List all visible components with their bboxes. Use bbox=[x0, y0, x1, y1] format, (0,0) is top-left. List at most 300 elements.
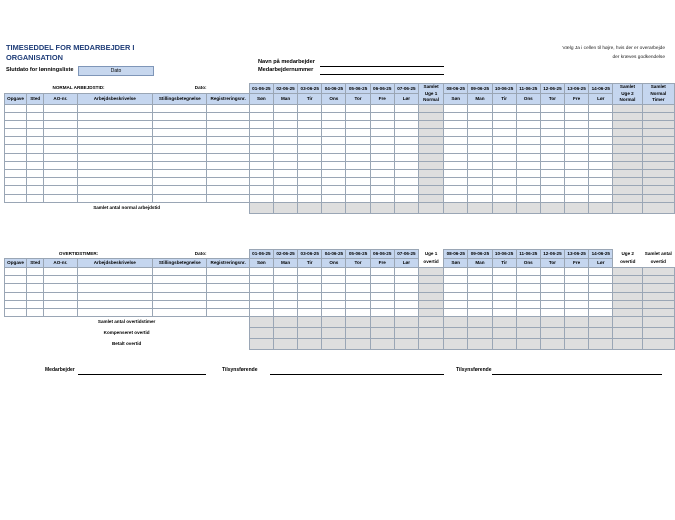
week1-hours-cell[interactable] bbox=[322, 194, 346, 202]
entry-cell[interactable] bbox=[77, 120, 153, 128]
week2-hours-cell[interactable] bbox=[516, 292, 540, 300]
week1-hours-cell[interactable] bbox=[273, 284, 297, 292]
week1-hours-cell[interactable] bbox=[370, 170, 394, 178]
entry-cell[interactable] bbox=[77, 145, 153, 153]
entry-cell[interactable] bbox=[27, 112, 44, 120]
week1-hours-cell[interactable] bbox=[346, 186, 370, 194]
entry-cell[interactable] bbox=[27, 145, 44, 153]
week2-hours-cell[interactable] bbox=[468, 186, 492, 194]
week1-hours-cell[interactable] bbox=[273, 178, 297, 186]
entry-cell[interactable] bbox=[153, 161, 207, 169]
week1-hours-cell[interactable] bbox=[394, 120, 418, 128]
week1-hours-cell[interactable] bbox=[346, 268, 370, 276]
week1-hours-cell[interactable] bbox=[298, 284, 322, 292]
entry-cell[interactable] bbox=[153, 145, 207, 153]
week1-hours-cell[interactable] bbox=[370, 292, 394, 300]
week1-hours-cell[interactable] bbox=[273, 292, 297, 300]
week1-hours-cell[interactable] bbox=[298, 129, 322, 137]
week2-hours-cell[interactable] bbox=[444, 268, 468, 276]
entry-cell[interactable] bbox=[5, 284, 27, 292]
week1-hours-cell[interactable] bbox=[322, 120, 346, 128]
week1-hours-cell[interactable] bbox=[346, 308, 370, 316]
week1-hours-cell[interactable] bbox=[298, 308, 322, 316]
week1-hours-cell[interactable] bbox=[346, 170, 370, 178]
week2-hours-cell[interactable] bbox=[540, 120, 564, 128]
week1-hours-cell[interactable] bbox=[249, 153, 273, 161]
week1-hours-cell[interactable] bbox=[394, 153, 418, 161]
entry-cell[interactable] bbox=[207, 104, 249, 112]
week2-hours-cell[interactable] bbox=[492, 137, 516, 145]
week2-hours-cell[interactable] bbox=[565, 153, 589, 161]
entry-cell[interactable] bbox=[207, 308, 249, 316]
week1-hours-cell[interactable] bbox=[322, 153, 346, 161]
week1-hours-cell[interactable] bbox=[273, 276, 297, 284]
entry-cell[interactable] bbox=[207, 153, 249, 161]
week2-hours-cell[interactable] bbox=[516, 268, 540, 276]
week2-hours-cell[interactable] bbox=[468, 145, 492, 153]
entry-cell[interactable] bbox=[27, 308, 44, 316]
week2-hours-cell[interactable] bbox=[589, 161, 613, 169]
week2-hours-cell[interactable] bbox=[516, 120, 540, 128]
week1-hours-cell[interactable] bbox=[298, 120, 322, 128]
week2-hours-cell[interactable] bbox=[492, 112, 516, 120]
week2-hours-cell[interactable] bbox=[468, 137, 492, 145]
entry-cell[interactable] bbox=[77, 178, 153, 186]
entry-cell[interactable] bbox=[44, 186, 77, 194]
week1-hours-cell[interactable] bbox=[249, 170, 273, 178]
week2-hours-cell[interactable] bbox=[565, 292, 589, 300]
week2-hours-cell[interactable] bbox=[492, 161, 516, 169]
week2-hours-cell[interactable] bbox=[565, 284, 589, 292]
entry-cell[interactable] bbox=[153, 104, 207, 112]
week1-hours-cell[interactable] bbox=[370, 153, 394, 161]
employee-name-field[interactable] bbox=[320, 66, 444, 67]
week1-hours-cell[interactable] bbox=[370, 276, 394, 284]
week2-hours-cell[interactable] bbox=[589, 292, 613, 300]
week1-hours-cell[interactable] bbox=[322, 129, 346, 137]
week1-hours-cell[interactable] bbox=[394, 186, 418, 194]
entry-cell[interactable] bbox=[44, 268, 77, 276]
week2-hours-cell[interactable] bbox=[468, 268, 492, 276]
entry-cell[interactable] bbox=[5, 268, 27, 276]
week1-hours-cell[interactable] bbox=[346, 292, 370, 300]
entry-cell[interactable] bbox=[207, 284, 249, 292]
week1-hours-cell[interactable] bbox=[370, 284, 394, 292]
week1-hours-cell[interactable] bbox=[249, 194, 273, 202]
entry-cell[interactable] bbox=[5, 104, 27, 112]
entry-cell[interactable] bbox=[153, 153, 207, 161]
week2-hours-cell[interactable] bbox=[516, 170, 540, 178]
week2-hours-cell[interactable] bbox=[589, 104, 613, 112]
week2-hours-cell[interactable] bbox=[516, 300, 540, 308]
week1-hours-cell[interactable] bbox=[346, 194, 370, 202]
week2-hours-cell[interactable] bbox=[444, 120, 468, 128]
week1-hours-cell[interactable] bbox=[322, 170, 346, 178]
week1-hours-cell[interactable] bbox=[249, 145, 273, 153]
week2-hours-cell[interactable] bbox=[516, 186, 540, 194]
week1-hours-cell[interactable] bbox=[298, 292, 322, 300]
week2-hours-cell[interactable] bbox=[565, 186, 589, 194]
week2-hours-cell[interactable] bbox=[516, 308, 540, 316]
week1-hours-cell[interactable] bbox=[322, 284, 346, 292]
entry-cell[interactable] bbox=[5, 129, 27, 137]
week1-hours-cell[interactable] bbox=[298, 112, 322, 120]
week2-hours-cell[interactable] bbox=[444, 186, 468, 194]
entry-cell[interactable] bbox=[27, 194, 44, 202]
entry-cell[interactable] bbox=[44, 284, 77, 292]
entry-cell[interactable] bbox=[44, 145, 77, 153]
entry-cell[interactable] bbox=[207, 186, 249, 194]
week1-hours-cell[interactable] bbox=[394, 104, 418, 112]
week1-hours-cell[interactable] bbox=[273, 194, 297, 202]
entry-cell[interactable] bbox=[153, 112, 207, 120]
week2-hours-cell[interactable] bbox=[540, 178, 564, 186]
week2-hours-cell[interactable] bbox=[444, 292, 468, 300]
week2-hours-cell[interactable] bbox=[516, 129, 540, 137]
week1-hours-cell[interactable] bbox=[370, 194, 394, 202]
entry-cell[interactable] bbox=[77, 112, 153, 120]
week1-hours-cell[interactable] bbox=[346, 161, 370, 169]
week2-hours-cell[interactable] bbox=[540, 186, 564, 194]
week2-hours-cell[interactable] bbox=[468, 276, 492, 284]
week2-hours-cell[interactable] bbox=[589, 276, 613, 284]
entry-cell[interactable] bbox=[77, 153, 153, 161]
entry-cell[interactable] bbox=[77, 129, 153, 137]
week2-hours-cell[interactable] bbox=[565, 276, 589, 284]
week2-hours-cell[interactable] bbox=[492, 153, 516, 161]
week2-hours-cell[interactable] bbox=[444, 308, 468, 316]
entry-cell[interactable] bbox=[5, 153, 27, 161]
entry-cell[interactable] bbox=[153, 292, 207, 300]
week1-hours-cell[interactable] bbox=[298, 104, 322, 112]
entry-cell[interactable] bbox=[153, 186, 207, 194]
week2-hours-cell[interactable] bbox=[468, 120, 492, 128]
week2-hours-cell[interactable] bbox=[492, 308, 516, 316]
week2-hours-cell[interactable] bbox=[492, 145, 516, 153]
week2-hours-cell[interactable] bbox=[565, 112, 589, 120]
week2-hours-cell[interactable] bbox=[565, 137, 589, 145]
week2-hours-cell[interactable] bbox=[540, 112, 564, 120]
entry-cell[interactable] bbox=[27, 284, 44, 292]
week2-hours-cell[interactable] bbox=[516, 161, 540, 169]
week2-hours-cell[interactable] bbox=[589, 284, 613, 292]
entry-cell[interactable] bbox=[5, 170, 27, 178]
week1-hours-cell[interactable] bbox=[298, 145, 322, 153]
week2-hours-cell[interactable] bbox=[468, 292, 492, 300]
week1-hours-cell[interactable] bbox=[249, 120, 273, 128]
week1-hours-cell[interactable] bbox=[370, 145, 394, 153]
week2-hours-cell[interactable] bbox=[540, 284, 564, 292]
week2-hours-cell[interactable] bbox=[589, 153, 613, 161]
week1-hours-cell[interactable] bbox=[249, 292, 273, 300]
week2-hours-cell[interactable] bbox=[468, 112, 492, 120]
week1-hours-cell[interactable] bbox=[298, 170, 322, 178]
week2-hours-cell[interactable] bbox=[444, 284, 468, 292]
entry-cell[interactable] bbox=[77, 268, 153, 276]
week1-hours-cell[interactable] bbox=[370, 112, 394, 120]
entry-cell[interactable] bbox=[5, 137, 27, 145]
week1-hours-cell[interactable] bbox=[394, 300, 418, 308]
week1-hours-cell[interactable] bbox=[346, 276, 370, 284]
week2-hours-cell[interactable] bbox=[540, 170, 564, 178]
entry-cell[interactable] bbox=[207, 178, 249, 186]
entry-cell[interactable] bbox=[5, 112, 27, 120]
entry-cell[interactable] bbox=[77, 170, 153, 178]
entry-cell[interactable] bbox=[27, 153, 44, 161]
week1-hours-cell[interactable] bbox=[249, 300, 273, 308]
week1-hours-cell[interactable] bbox=[273, 145, 297, 153]
week2-hours-cell[interactable] bbox=[516, 276, 540, 284]
entry-cell[interactable] bbox=[5, 276, 27, 284]
week2-hours-cell[interactable] bbox=[540, 104, 564, 112]
entry-cell[interactable] bbox=[27, 292, 44, 300]
employee-number-field[interactable] bbox=[320, 74, 444, 75]
week1-hours-cell[interactable] bbox=[322, 186, 346, 194]
week1-hours-cell[interactable] bbox=[298, 178, 322, 186]
week2-hours-cell[interactable] bbox=[565, 300, 589, 308]
entry-cell[interactable] bbox=[44, 137, 77, 145]
week1-hours-cell[interactable] bbox=[394, 308, 418, 316]
entry-cell[interactable] bbox=[207, 292, 249, 300]
week1-hours-cell[interactable] bbox=[273, 104, 297, 112]
entry-cell[interactable] bbox=[27, 186, 44, 194]
week2-hours-cell[interactable] bbox=[468, 308, 492, 316]
week2-hours-cell[interactable] bbox=[589, 112, 613, 120]
entry-cell[interactable] bbox=[77, 137, 153, 145]
entry-cell[interactable] bbox=[5, 292, 27, 300]
week2-hours-cell[interactable] bbox=[540, 194, 564, 202]
week2-hours-cell[interactable] bbox=[468, 129, 492, 137]
supervisor-signature-line-2[interactable] bbox=[492, 374, 662, 375]
week1-hours-cell[interactable] bbox=[346, 284, 370, 292]
week2-hours-cell[interactable] bbox=[540, 292, 564, 300]
entry-cell[interactable] bbox=[44, 170, 77, 178]
entry-cell[interactable] bbox=[207, 129, 249, 137]
week1-hours-cell[interactable] bbox=[394, 129, 418, 137]
week1-hours-cell[interactable] bbox=[346, 145, 370, 153]
week1-hours-cell[interactable] bbox=[298, 137, 322, 145]
week2-hours-cell[interactable] bbox=[444, 276, 468, 284]
week2-hours-cell[interactable] bbox=[492, 129, 516, 137]
entry-cell[interactable] bbox=[44, 129, 77, 137]
entry-cell[interactable] bbox=[27, 300, 44, 308]
week1-hours-cell[interactable] bbox=[273, 161, 297, 169]
week1-hours-cell[interactable] bbox=[249, 268, 273, 276]
week1-hours-cell[interactable] bbox=[370, 300, 394, 308]
week2-hours-cell[interactable] bbox=[444, 137, 468, 145]
entry-cell[interactable] bbox=[44, 178, 77, 186]
week1-hours-cell[interactable] bbox=[346, 104, 370, 112]
entry-cell[interactable] bbox=[27, 268, 44, 276]
week1-hours-cell[interactable] bbox=[322, 178, 346, 186]
week2-hours-cell[interactable] bbox=[589, 186, 613, 194]
entry-cell[interactable] bbox=[44, 112, 77, 120]
week2-hours-cell[interactable] bbox=[492, 170, 516, 178]
week2-hours-cell[interactable] bbox=[468, 194, 492, 202]
week2-hours-cell[interactable] bbox=[444, 170, 468, 178]
week1-hours-cell[interactable] bbox=[346, 112, 370, 120]
week2-hours-cell[interactable] bbox=[492, 292, 516, 300]
week2-hours-cell[interactable] bbox=[565, 161, 589, 169]
entry-cell[interactable] bbox=[27, 161, 44, 169]
week1-hours-cell[interactable] bbox=[298, 276, 322, 284]
week2-hours-cell[interactable] bbox=[492, 104, 516, 112]
entry-cell[interactable] bbox=[153, 194, 207, 202]
week2-hours-cell[interactable] bbox=[444, 194, 468, 202]
entry-cell[interactable] bbox=[207, 137, 249, 145]
week1-hours-cell[interactable] bbox=[370, 268, 394, 276]
week2-hours-cell[interactable] bbox=[540, 300, 564, 308]
week1-hours-cell[interactable] bbox=[322, 308, 346, 316]
entry-cell[interactable] bbox=[27, 276, 44, 284]
week2-hours-cell[interactable] bbox=[444, 104, 468, 112]
entry-cell[interactable] bbox=[5, 161, 27, 169]
entry-cell[interactable] bbox=[27, 170, 44, 178]
entry-cell[interactable] bbox=[207, 194, 249, 202]
employee-signature-line[interactable] bbox=[78, 374, 206, 375]
week1-hours-cell[interactable] bbox=[322, 137, 346, 145]
entry-cell[interactable] bbox=[27, 178, 44, 186]
entry-cell[interactable] bbox=[77, 284, 153, 292]
week2-hours-cell[interactable] bbox=[492, 300, 516, 308]
entry-cell[interactable] bbox=[44, 161, 77, 169]
week2-hours-cell[interactable] bbox=[444, 153, 468, 161]
week1-hours-cell[interactable] bbox=[322, 145, 346, 153]
week1-hours-cell[interactable] bbox=[322, 276, 346, 284]
week2-hours-cell[interactable] bbox=[444, 300, 468, 308]
week1-hours-cell[interactable] bbox=[394, 137, 418, 145]
week1-hours-cell[interactable] bbox=[273, 129, 297, 137]
week1-hours-cell[interactable] bbox=[394, 276, 418, 284]
week2-hours-cell[interactable] bbox=[589, 268, 613, 276]
entry-cell[interactable] bbox=[153, 268, 207, 276]
week1-hours-cell[interactable] bbox=[322, 112, 346, 120]
week2-hours-cell[interactable] bbox=[468, 153, 492, 161]
week2-hours-cell[interactable] bbox=[589, 170, 613, 178]
week2-hours-cell[interactable] bbox=[540, 161, 564, 169]
week2-hours-cell[interactable] bbox=[468, 300, 492, 308]
entry-cell[interactable] bbox=[44, 120, 77, 128]
week1-hours-cell[interactable] bbox=[273, 153, 297, 161]
week2-hours-cell[interactable] bbox=[589, 129, 613, 137]
week1-hours-cell[interactable] bbox=[370, 308, 394, 316]
week2-hours-cell[interactable] bbox=[540, 276, 564, 284]
week1-hours-cell[interactable] bbox=[394, 194, 418, 202]
entry-cell[interactable] bbox=[5, 186, 27, 194]
week1-hours-cell[interactable] bbox=[249, 161, 273, 169]
week2-hours-cell[interactable] bbox=[565, 104, 589, 112]
week1-hours-cell[interactable] bbox=[346, 178, 370, 186]
entry-cell[interactable] bbox=[153, 137, 207, 145]
entry-cell[interactable] bbox=[5, 308, 27, 316]
entry-cell[interactable] bbox=[77, 308, 153, 316]
supervisor-signature-line-1[interactable] bbox=[270, 374, 444, 375]
week2-hours-cell[interactable] bbox=[492, 284, 516, 292]
week2-hours-cell[interactable] bbox=[565, 129, 589, 137]
week1-hours-cell[interactable] bbox=[249, 178, 273, 186]
week1-hours-cell[interactable] bbox=[249, 129, 273, 137]
week2-hours-cell[interactable] bbox=[540, 308, 564, 316]
week2-hours-cell[interactable] bbox=[492, 120, 516, 128]
entry-cell[interactable] bbox=[27, 104, 44, 112]
week1-hours-cell[interactable] bbox=[273, 112, 297, 120]
entry-cell[interactable] bbox=[77, 276, 153, 284]
week1-hours-cell[interactable] bbox=[346, 137, 370, 145]
week1-hours-cell[interactable] bbox=[322, 292, 346, 300]
entry-cell[interactable] bbox=[77, 300, 153, 308]
week2-hours-cell[interactable] bbox=[565, 145, 589, 153]
week1-hours-cell[interactable] bbox=[298, 153, 322, 161]
entry-cell[interactable] bbox=[207, 268, 249, 276]
entry-cell[interactable] bbox=[153, 276, 207, 284]
week1-hours-cell[interactable] bbox=[249, 308, 273, 316]
week2-hours-cell[interactable] bbox=[492, 268, 516, 276]
week1-hours-cell[interactable] bbox=[394, 112, 418, 120]
week2-hours-cell[interactable] bbox=[516, 104, 540, 112]
week2-hours-cell[interactable] bbox=[589, 178, 613, 186]
week1-hours-cell[interactable] bbox=[273, 186, 297, 194]
week2-hours-cell[interactable] bbox=[540, 145, 564, 153]
entry-cell[interactable] bbox=[77, 186, 153, 194]
week2-hours-cell[interactable] bbox=[444, 129, 468, 137]
week1-hours-cell[interactable] bbox=[394, 284, 418, 292]
week2-hours-cell[interactable] bbox=[565, 268, 589, 276]
week2-hours-cell[interactable] bbox=[589, 308, 613, 316]
entry-cell[interactable] bbox=[153, 129, 207, 137]
week2-hours-cell[interactable] bbox=[589, 137, 613, 145]
week1-hours-cell[interactable] bbox=[394, 292, 418, 300]
week2-hours-cell[interactable] bbox=[444, 112, 468, 120]
entry-cell[interactable] bbox=[207, 161, 249, 169]
week2-hours-cell[interactable] bbox=[444, 178, 468, 186]
entry-cell[interactable] bbox=[5, 194, 27, 202]
week1-hours-cell[interactable] bbox=[273, 120, 297, 128]
week1-hours-cell[interactable] bbox=[322, 161, 346, 169]
entry-cell[interactable] bbox=[153, 178, 207, 186]
week1-hours-cell[interactable] bbox=[346, 153, 370, 161]
week2-hours-cell[interactable] bbox=[516, 137, 540, 145]
entry-cell[interactable] bbox=[27, 137, 44, 145]
week1-hours-cell[interactable] bbox=[273, 170, 297, 178]
entry-cell[interactable] bbox=[27, 120, 44, 128]
week1-hours-cell[interactable] bbox=[370, 120, 394, 128]
week1-hours-cell[interactable] bbox=[394, 268, 418, 276]
entry-cell[interactable] bbox=[44, 104, 77, 112]
week1-hours-cell[interactable] bbox=[370, 129, 394, 137]
week2-hours-cell[interactable] bbox=[492, 194, 516, 202]
week2-hours-cell[interactable] bbox=[589, 300, 613, 308]
week2-hours-cell[interactable] bbox=[492, 276, 516, 284]
entry-cell[interactable] bbox=[5, 120, 27, 128]
week2-hours-cell[interactable] bbox=[540, 129, 564, 137]
week1-hours-cell[interactable] bbox=[394, 178, 418, 186]
week2-hours-cell[interactable] bbox=[589, 194, 613, 202]
entry-cell[interactable] bbox=[5, 300, 27, 308]
entry-cell[interactable] bbox=[44, 153, 77, 161]
entry-cell[interactable] bbox=[44, 194, 77, 202]
entry-cell[interactable] bbox=[153, 120, 207, 128]
entry-cell[interactable] bbox=[44, 292, 77, 300]
week2-hours-cell[interactable] bbox=[565, 194, 589, 202]
week1-hours-cell[interactable] bbox=[273, 308, 297, 316]
week2-hours-cell[interactable] bbox=[589, 120, 613, 128]
entry-cell[interactable] bbox=[77, 161, 153, 169]
week1-hours-cell[interactable] bbox=[370, 137, 394, 145]
week1-hours-cell[interactable] bbox=[298, 161, 322, 169]
week2-hours-cell[interactable] bbox=[565, 308, 589, 316]
week1-hours-cell[interactable] bbox=[370, 161, 394, 169]
week1-hours-cell[interactable] bbox=[370, 104, 394, 112]
